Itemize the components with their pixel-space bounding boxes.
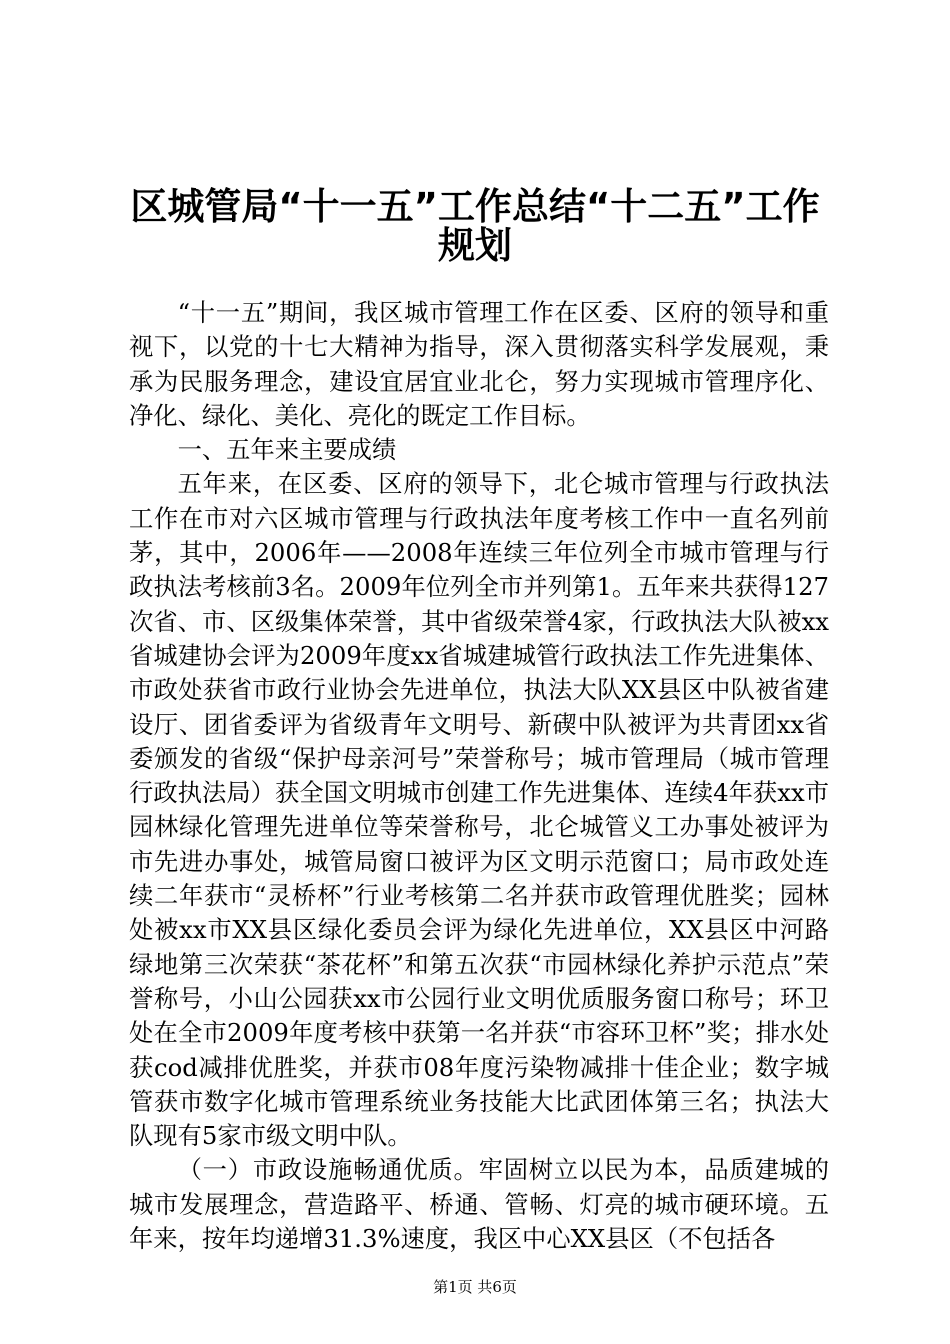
intro-paragraph: “十一五”期间，我区城市管理工作在区委、区府的领导和重视下，以党的十七大精神为指导，深入贯彻落实科学发展观，秉承为民服务理念，建设宜居宜业北仑，努力实现城市管理序化、净化、绿化、美化、亮化的既定工作目标。 <box>129 298 829 430</box>
document-title-line-2: 规划 <box>438 224 512 267</box>
document-title-line-1: 区城管局“十一五”工作总结“十二五”工作 <box>130 185 820 228</box>
document-body <box>129 296 829 1256</box>
achievements-paragraph: 五年来，在区委、区府的领导下，北仑城市管理与行政执法工作在市对六区城市管理与行政执法年度考核工作中一直名列前茅，其中，2006年——2008年连续三年位列全市城市管理与行政执法考核前3名。2009年位列全市并列第1。五年来共获得127次省、市、区级集体荣誉，其中省级荣誉4家，行政执法大队被xx省城建协会评为2009年度xx省城建城管行政执法工作先进集体、市政处获省市政行业协会先进单位，执法大队XX县区中队被省建设厅、团省委评为省级青年文明号、新碶中队被评为共青团xx省委颁发的省级“保护母亲河号”荣誉称号；城市管理局（城市管理行政执法局）获全国文明城市创建工作先进集体、连续4年获xx市园林绿化管理先进单位等荣誉称号，北仑城管义工办事处被评为市先进办事处，城管局窗口被评为区文明示范窗口；局市政处连续二年获市“灵桥杯”行业考核第二名并获市政管理优胜奖；园林处被xx市XX县区绿化委员会评为绿化先进单位，XX县区中河路绿地第三次荣获“茶花杯”和第五次获“市园林绿化养护示范点”荣誉称号，小山公园获xx市公园行业文明优质服务窗口称号；环卫处在全市2009年度考核中获第一名并获“市容环卫杯”奖；排水处获cod减排优胜奖，并获市08年度污染物减排十佳企业；数字城管获市数字化城市管理系统业务技能大比武团体第三名；执法大队现有5家市级文明中队。 <box>129 469 829 1151</box>
page-number-footer: 第1页 共6页 <box>433 1278 517 1296</box>
municipal-facilities-paragraph: （一）市政设施畅通优质。牢固树立以民为本，品质建城的城市发展理念，营造路平、桥通、管畅、灯亮的城市硬环境。五年来，按年均递增31.3%速度，我区中心XX县区（不包括各 <box>129 1155 829 1254</box>
section-heading: 一、五年来主要成绩 <box>177 435 397 465</box>
